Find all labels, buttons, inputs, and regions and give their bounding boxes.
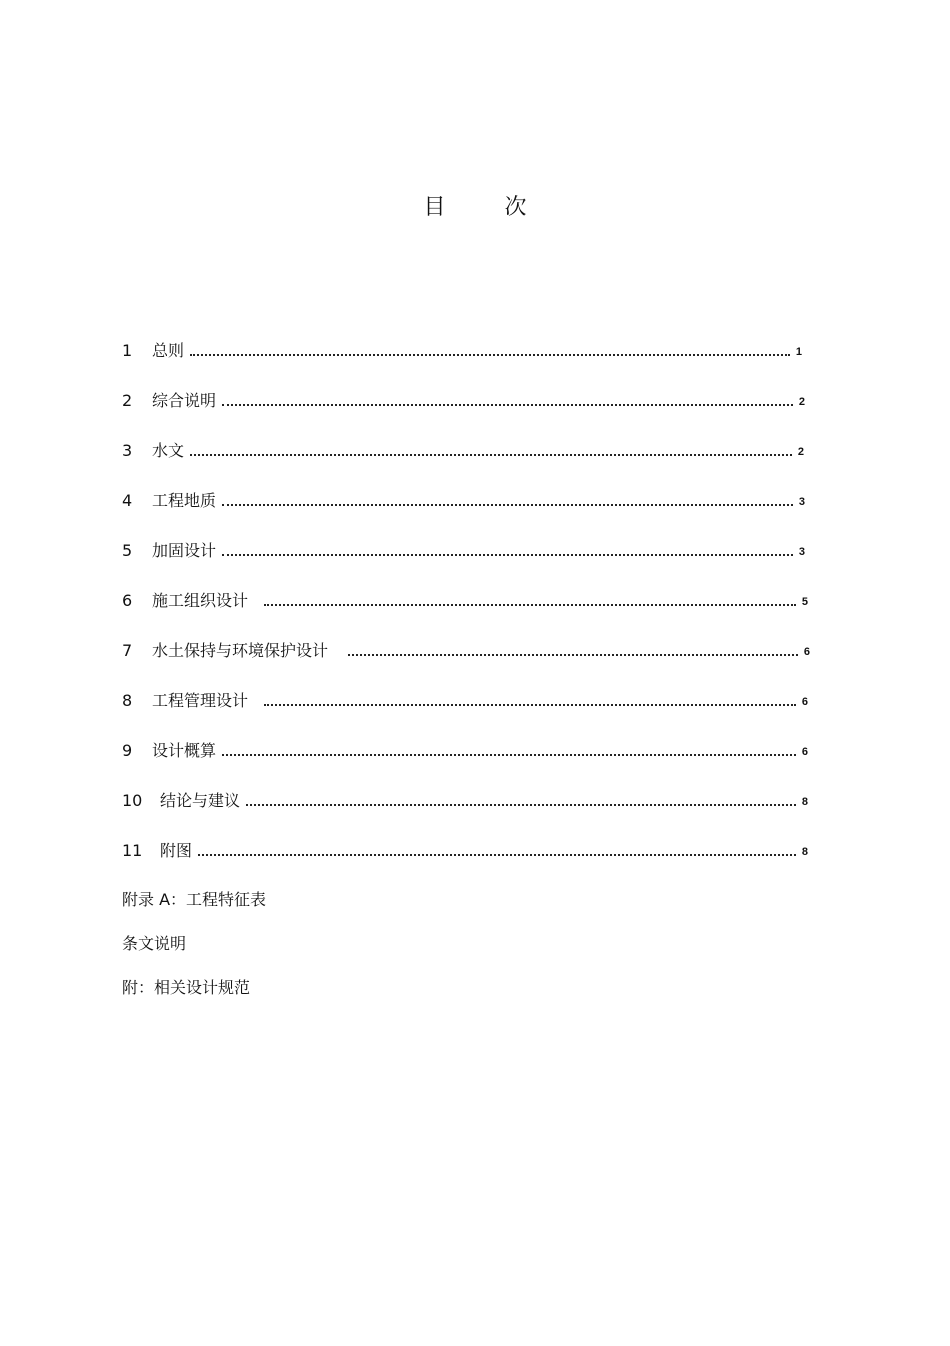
toc-entry-number: 4 xyxy=(122,491,133,510)
toc-entry[interactable] xyxy=(122,640,810,662)
toc-entry-page: 6 xyxy=(801,746,808,758)
toc-entry[interactable] xyxy=(122,690,808,712)
toc-entry-label: 工程管理设计 xyxy=(152,691,249,710)
toc-entry-label: 加固设计 xyxy=(152,541,217,560)
toc-entry-page: 3 xyxy=(798,496,805,508)
toc-entry-page: 8 xyxy=(801,846,808,858)
toc-entry-label: 水文 xyxy=(152,441,185,460)
leader-dots xyxy=(222,504,793,506)
toc-entry-page: 6 xyxy=(803,646,810,658)
toc-entry-number: 11 xyxy=(122,841,143,860)
clause-notes-entry[interactable]: 条文说明 xyxy=(122,934,187,953)
toc-entry-number: 9 xyxy=(122,741,133,760)
toc-entry-number: 5 xyxy=(122,541,133,560)
leader-dots xyxy=(264,604,796,606)
leader-dots xyxy=(264,704,796,706)
leader-dots xyxy=(190,354,790,356)
toc-entry-number: 6 xyxy=(122,591,133,610)
toc-entry-number: 8 xyxy=(122,691,133,710)
toc-entry-number: 2 xyxy=(122,391,133,410)
leader-dots xyxy=(198,854,796,856)
toc-entry-number: 7 xyxy=(122,641,133,660)
leader-dots xyxy=(222,754,796,756)
toc-entry[interactable] xyxy=(122,490,805,512)
toc-entry[interactable] xyxy=(122,440,804,462)
toc-entry-label: 综合说明 xyxy=(152,391,217,410)
toc-entry-label: 施工组织设计 xyxy=(152,591,249,610)
leader-dots xyxy=(222,554,793,556)
leader-dots xyxy=(190,454,792,456)
leader-dots xyxy=(348,654,798,656)
toc-entry-number: 10 xyxy=(122,791,143,810)
toc-entry-label: 结论与建议 xyxy=(160,791,241,810)
toc-entry-page: 2 xyxy=(797,446,804,458)
toc-entry[interactable] xyxy=(122,740,808,762)
toc-entry-page: 3 xyxy=(798,546,805,558)
toc-entry-page: 5 xyxy=(801,596,808,608)
toc-entry[interactable] xyxy=(122,540,805,562)
toc-entry-label: 工程地质 xyxy=(152,491,217,510)
appendix-entry[interactable]: 附录 A：工程特征表 xyxy=(122,890,267,909)
toc-entry[interactable] xyxy=(122,790,808,812)
toc-entry-page: 8 xyxy=(801,796,808,808)
toc-entry-label: 水土保持与环境保护设计 xyxy=(152,641,329,660)
toc-entry-page: 1 xyxy=(795,346,802,358)
toc-entry[interactable] xyxy=(122,840,808,862)
toc-title: 目 次 xyxy=(423,195,553,220)
toc-entry[interactable] xyxy=(122,390,805,412)
leader-dots xyxy=(222,404,793,406)
related-codes-entry[interactable]: 附：相关设计规范 xyxy=(122,978,251,997)
toc-entry-page: 6 xyxy=(801,696,808,708)
toc-entry[interactable] xyxy=(122,340,802,362)
toc-entry-label: 设计概算 xyxy=(152,741,217,760)
toc-entry-number: 3 xyxy=(122,441,133,460)
toc-entry-label: 附图 xyxy=(160,841,193,860)
toc-entry-number: 1 xyxy=(122,341,133,360)
toc-entry-page: 2 xyxy=(798,396,805,408)
toc-entry-label: 总则 xyxy=(152,341,185,360)
leader-dots xyxy=(246,804,796,806)
toc-entry[interactable] xyxy=(122,590,808,612)
